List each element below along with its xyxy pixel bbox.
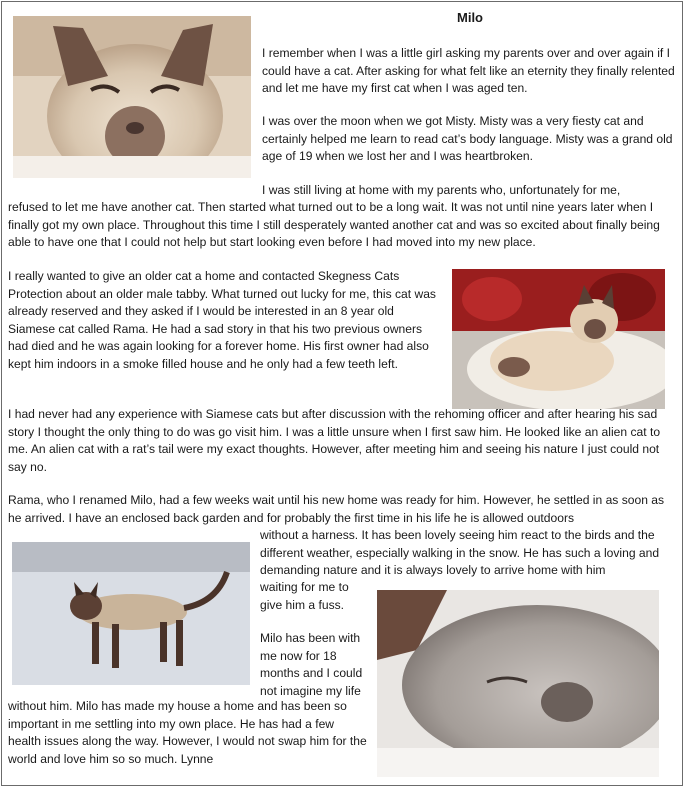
cat-in-snow-photo (12, 542, 250, 685)
cat-sleeping-photo (377, 590, 659, 777)
paragraph-3: refused to let me have another cat. Then started what turned out to be a long wait. It was not until nine years later when I finally got my own place. Throughout this time I still desperately wanted another cat and was so excited about finally being able to have one that I could not help but start looking even before I had moved into my new place. (8, 200, 660, 250)
paragraph-6: Rama, who I renamed Milo, had a few weeks wait until his new home was ready for him. However, he settled in as soon as he arrived. I have an enclosed back garden and for probably the first time in his life he is allowed outdoors (8, 493, 665, 525)
paragraph-6-narrow: waiting for me to give him a fuss. (260, 580, 349, 612)
paragraph-4: I really wanted to give an older cat a home and contacted Skegness Cats Protection about an older male tabby. What turned out lucky for me, this cat was already reserved and they asked if I would be interested in an 8 year old Siamese cat called Rama. He had a sad story in that his two previous owners had died and he was again looking for a forever home. His first owner had also kept him indoors in a smoke filled house and he only had a few teeth left. (8, 269, 436, 371)
page-title: Milo (457, 10, 483, 25)
paragraph-7-narrow: Milo has been with me now for 18 months and I could not imagine my life (260, 631, 363, 698)
paragraph-7: without him. Milo has made my house a home and has been so important in me settling into my own place. He has had a few health issues along the way. However, I would not swap him for the world and love him so so much. Lynne (8, 699, 367, 766)
paragraph-6-continued: without a harness. It has been lovely seeing him react to the birds and the different weather, especially walking in the snow. He has such a loving and demanding nature and it is always lovely to arrive home with him (260, 528, 660, 578)
paragraph-3-line-1: I was still living at home with my parents who, unfortunately for me, (262, 183, 621, 197)
cat-face-photo (13, 16, 251, 178)
cat-on-cushion-photo (452, 269, 665, 409)
paragraph-1: I remember when I was a little girl asking my parents over and over again if I could have a cat. After asking for what felt like an eternity they finally relented and let me have my first cat when I was aged ten. (262, 46, 675, 96)
paragraph-5: I had never had any experience with Siamese cats but after discussion with the rehoming officer and after hearing his sad story I thought the only thing to do was go visit him. I was a little unsure when I first saw him. He looked like an alien cat to me. An alien cat with a rat’s tail were my exact thoughts. However, after meeting him and seeing his nature I just could not say no. (8, 407, 661, 474)
paragraph-2: I was over the moon when we got Misty. Misty was a very fiesty cat and certainly helped me learn to read cat’s body language. Misty was a grand old age of 19 when we lost her and I was heartbroken. (262, 114, 673, 164)
